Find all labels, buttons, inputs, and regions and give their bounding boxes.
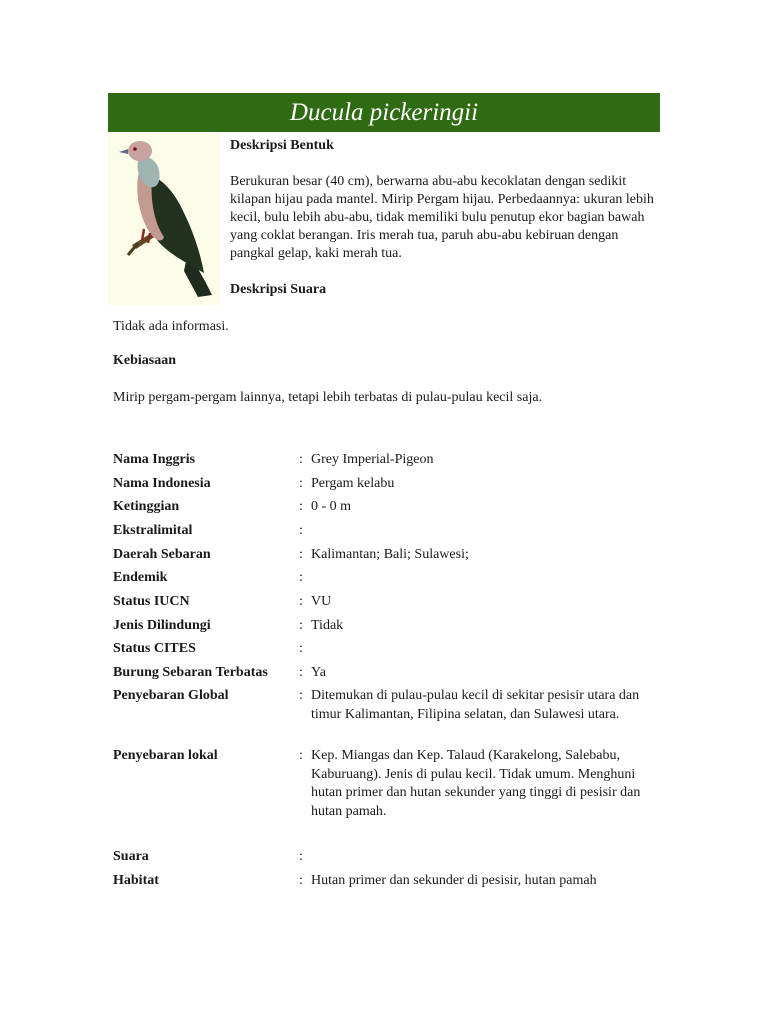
info-separator: : [299, 748, 303, 763]
info-separator: : [299, 849, 303, 864]
info-value: Hutan primer dan sekunder di pesisir, hutan pamah [311, 873, 597, 888]
info-label: Jenis Dilindungi [113, 618, 211, 633]
info-value: 0 - 0 m [311, 499, 352, 514]
info-label: Penyebaran lokal [113, 748, 218, 763]
info-label: Status IUCN [113, 594, 190, 609]
info-separator: : [299, 547, 303, 562]
bird-icon [108, 133, 220, 305]
info-separator: : [299, 499, 303, 514]
bird-illustration [108, 133, 220, 305]
info-label: Status CITES [113, 641, 196, 656]
info-label: Ketinggian [113, 499, 180, 514]
info-value: VU [311, 594, 332, 609]
info-value: Ditemukan di pulau-pulau kecil di sekitar pesisir utara dan timur Kalimantan, Filipina selatan, dan Sulawesi utara. [311, 688, 640, 722]
info-separator: : [299, 452, 303, 467]
info-separator: : [299, 641, 303, 656]
habits-heading: Kebiasaan [113, 353, 177, 368]
info-label: Daerah Sebaran [113, 547, 211, 562]
description-shape-heading: Deskripsi Bentuk [230, 138, 334, 153]
description-voice-heading: Deskripsi Suara [230, 282, 327, 297]
info-separator: : [299, 873, 303, 888]
info-label: Ekstralimital [113, 523, 193, 538]
info-label: Penyebaran Global [113, 688, 229, 703]
info-value: Tidak [311, 618, 344, 633]
species-title: Ducula pickeringii [108, 93, 660, 132]
info-label: Burung Sebaran Terbatas [113, 665, 268, 680]
info-value: Kep. Miangas dan Kep. Talaud (Karakelong, Salebabu, Kaburuang). Jenis di pulau kecil. Tidak umum. Menghuni hutan primer dan hutan sekunder yang tinggi di pesisir dan hutan pamah. [311, 748, 641, 819]
info-label: Endemik [113, 570, 168, 585]
info-label: Suara [113, 849, 149, 864]
info-value: Kalimantan; Bali; Sulawesi; [311, 547, 469, 562]
info-label: Nama Indonesia [113, 476, 211, 491]
habits-text: Mirip pergam-pergam lainnya, tetapi lebih terbatas di pulau-pulau kecil saja. [113, 390, 543, 405]
info-value: Pergam kelabu [311, 476, 395, 491]
info-value: Ya [311, 665, 326, 680]
info-separator: : [299, 523, 303, 538]
info-separator: : [299, 594, 303, 609]
info-separator: : [299, 665, 303, 680]
info-separator: : [299, 570, 303, 585]
description-voice-text: Tidak ada informasi. [113, 319, 229, 334]
info-separator: : [299, 688, 303, 703]
info-label: Nama Inggris [113, 452, 196, 467]
info-label: Habitat [113, 873, 159, 888]
info-value: Grey Imperial-Pigeon [311, 452, 434, 467]
info-separator: : [299, 618, 303, 633]
info-separator: : [299, 476, 303, 491]
description-shape-text: Berukuran besar (40 cm), berwarna abu-abu kecoklatan dengan sedikit kilapan hijau pada mantel. Mirip Pergam hijau. Perbedaannya: ukuran lebih kecil, bulu lebih abu-abu, tidak memiliki bulu penutup ekor bagian bawah yang coklat berangan. Iris merah tua, paruh abu-abu kebiruan dengan pangkal gelap, kaki merah tua. [230, 174, 654, 261]
